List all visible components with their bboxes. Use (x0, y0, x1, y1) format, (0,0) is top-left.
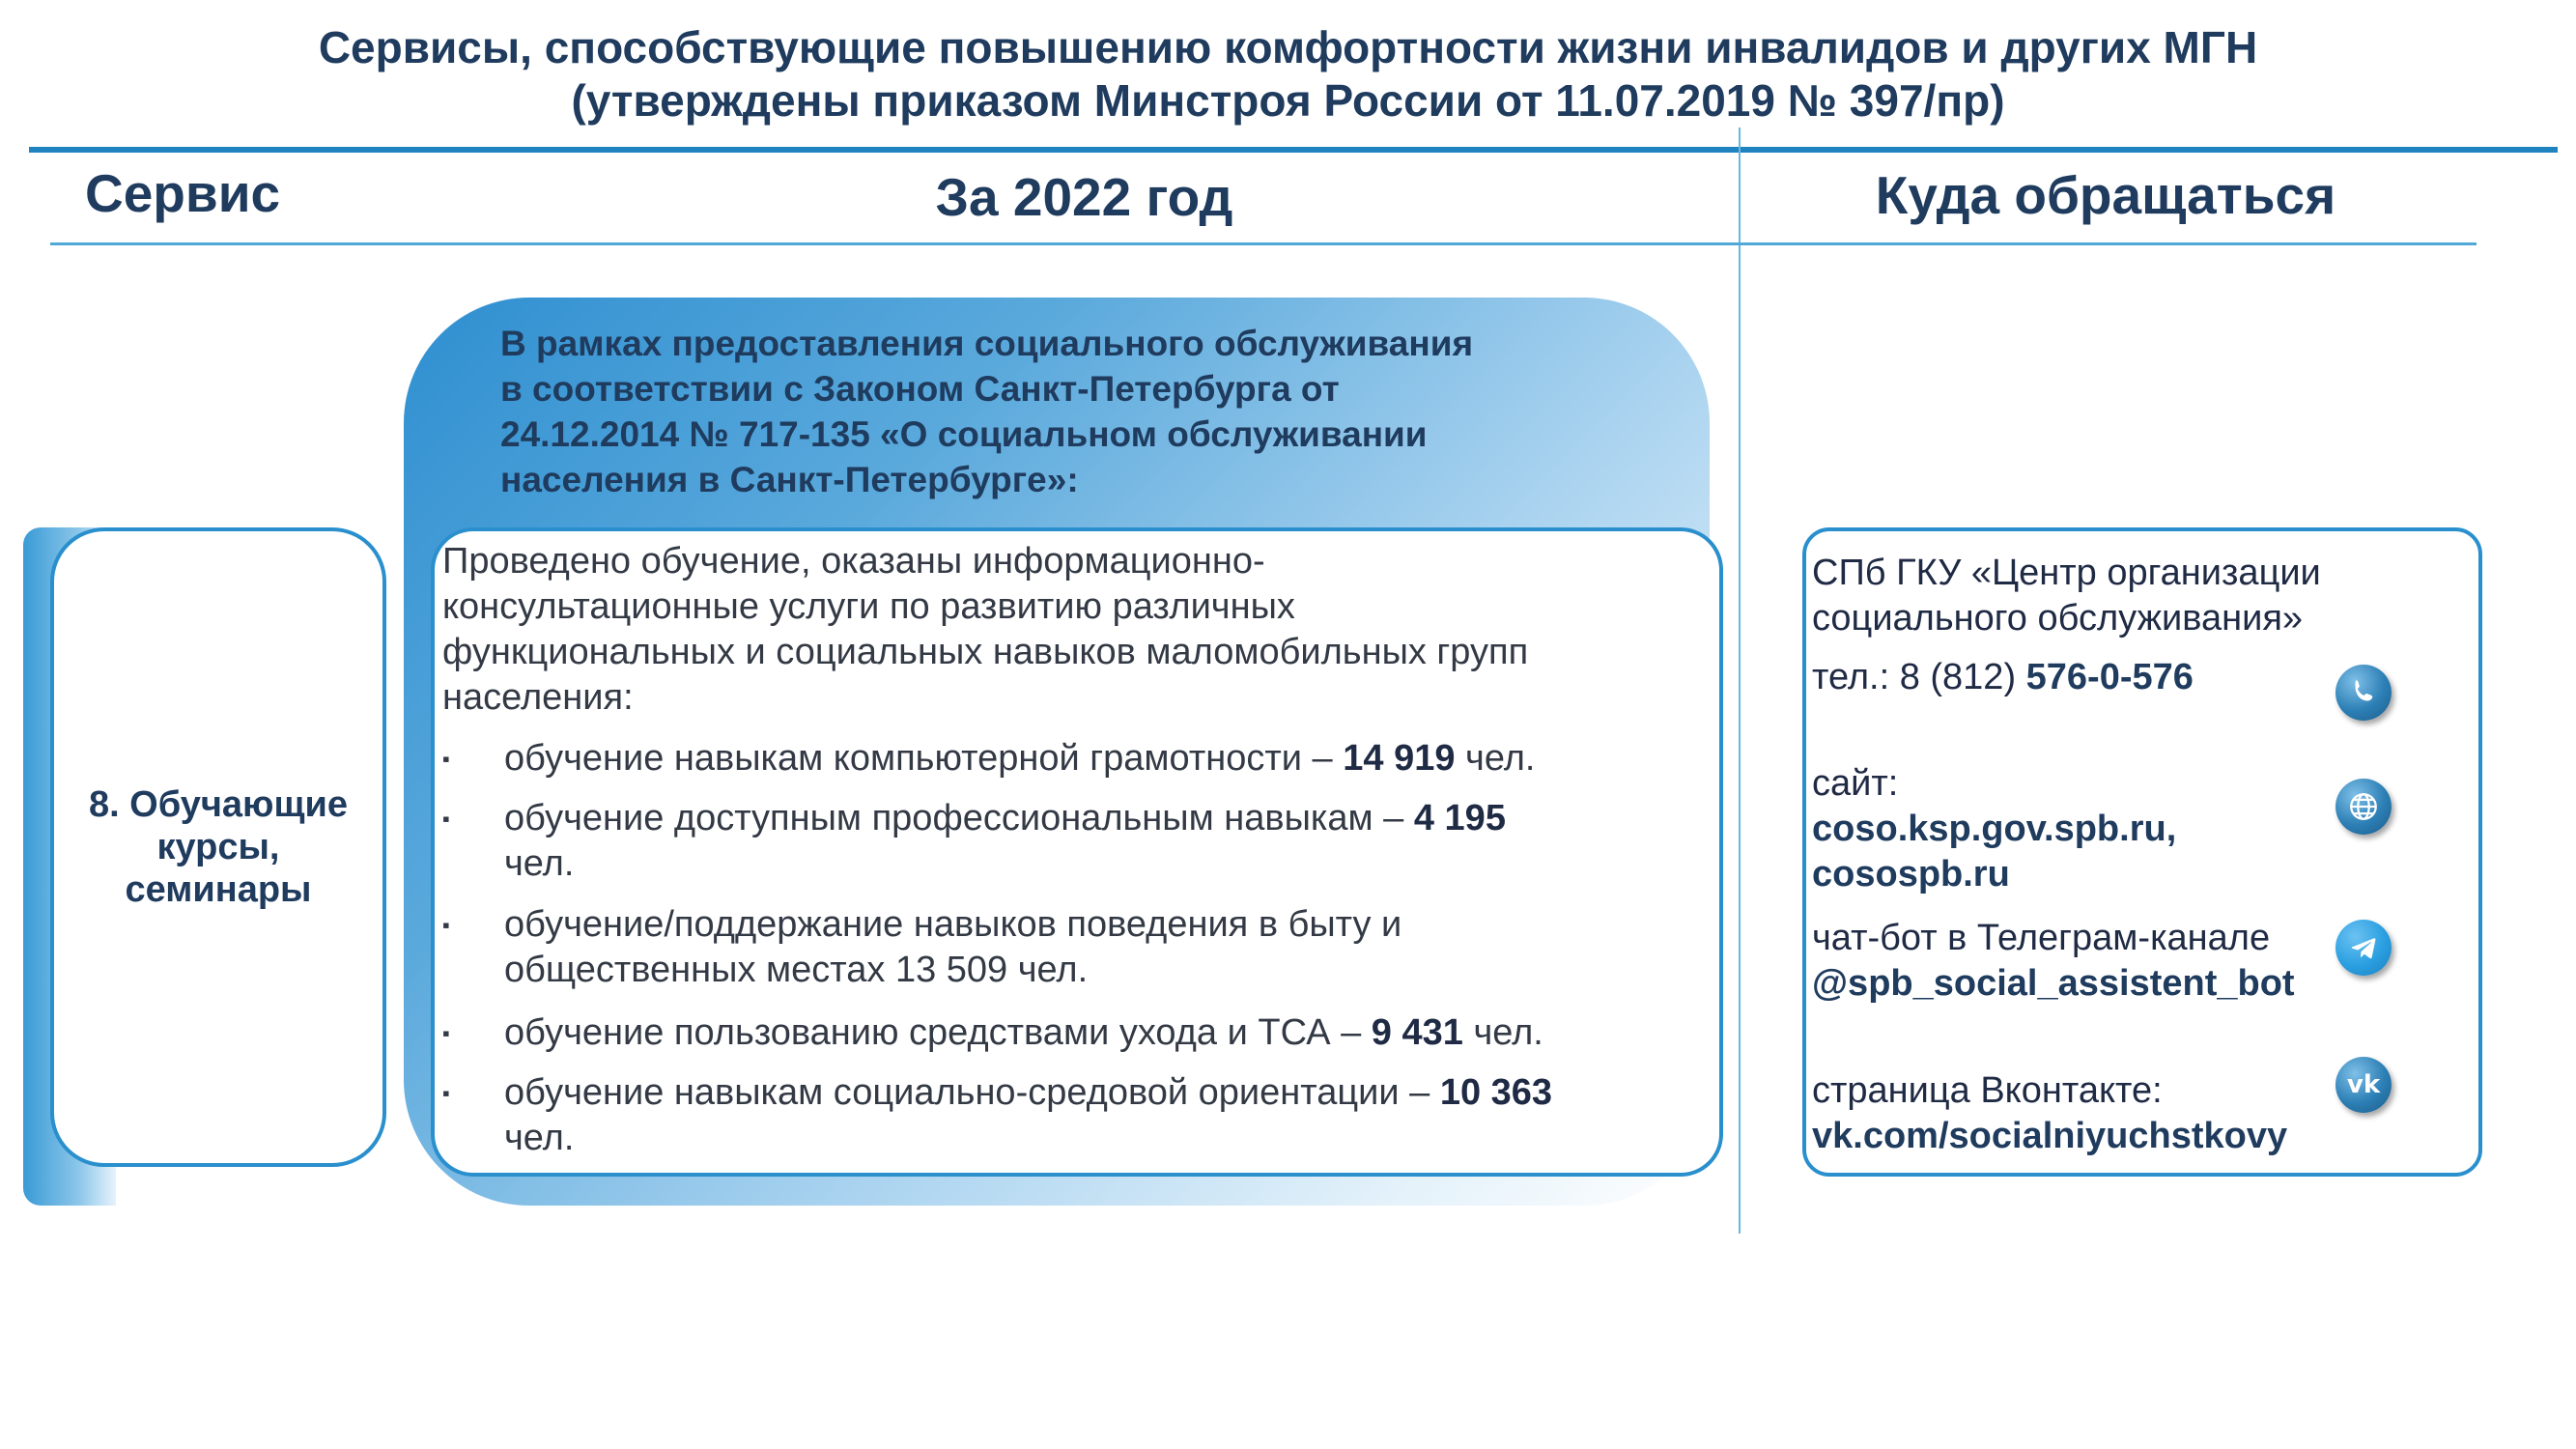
list-item-unit: чел. (1455, 738, 1536, 779)
column-header-service: Сервис (85, 163, 281, 223)
page-title (0, 21, 2576, 128)
title-line-2: (утверждены приказом Минстроя России от 11.07.2019 № 397/пр) (571, 75, 2005, 126)
column-header-where: Куда обращаться (1875, 165, 2336, 225)
list-item-text: обучение навыкам компьютерной грамотности – (504, 738, 1344, 779)
list-item (442, 1010, 1698, 1056)
contact-phone (1812, 655, 2194, 700)
list-item-continuation: общественных местах 13 509 чел. (504, 950, 1089, 990)
phone-icon (2335, 665, 2392, 721)
bullet-marker: ▪ (442, 1021, 450, 1045)
contact-organization-line: СПб ГКУ «Центр организации (1812, 553, 2321, 593)
results-heading (500, 321, 1621, 502)
contact-telegram-handle[interactable]: @spb_social_assistent_bot (1812, 963, 2295, 1004)
results-intro-line: Проведено обучение, оказаны информационно- (442, 541, 1265, 582)
contact-organization (1812, 551, 2321, 641)
contact-site-link[interactable]: coso.ksp.gov.spb.ru, (1812, 809, 2177, 849)
service-card (50, 527, 386, 1167)
results-intro-line: функциональных и социальных навыков маломобильных групп (442, 632, 1529, 672)
list-item-continuation: чел. (504, 1118, 575, 1158)
contact-telegram (1812, 916, 2295, 1007)
contact-phone-number[interactable]: 576-0-576 (2025, 657, 2194, 697)
list-item-unit: чел. (1462, 1012, 1543, 1053)
header-rule (29, 147, 2558, 153)
list-item-continuation: чел. (504, 843, 575, 884)
list-item-text: обучение доступным профессиональным навыкам – (504, 798, 1414, 838)
list-item-text: обучение/поддержание навыков поведения в быту и (504, 904, 1402, 945)
list-item (442, 796, 1698, 887)
service-label: 8. Обучающие курсы, семинары (88, 784, 349, 910)
results-heading-line: в соответствии с Законом Санкт-Петербурга от (500, 369, 1340, 409)
bullet-marker: ▪ (442, 1081, 450, 1105)
column-divider (1739, 128, 1741, 1234)
results-heading-line: населения в Санкт-Петербурге»: (500, 460, 1079, 499)
contact-vk-link[interactable]: vk.com/socialniyuchstkovy (1812, 1116, 2288, 1156)
bullet-marker: ▪ (442, 747, 450, 771)
list-item (442, 736, 1698, 781)
bullet-marker: ▪ (442, 807, 450, 831)
list-item-value: 9 431 (1371, 1012, 1463, 1053)
bullet-marker: ▪ (442, 913, 450, 937)
list-item (442, 902, 1698, 993)
results-heading-line: В рамках предоставления социального обслуживания (500, 324, 1474, 363)
list-item-value: 14 919 (1343, 738, 1456, 779)
results-intro-line: населения: (442, 677, 634, 718)
contact-telegram-label: чат-бот в Телеграм-канале (1812, 918, 2271, 958)
telegram-icon (2335, 920, 2392, 976)
list-item-value: 4 195 (1413, 798, 1506, 838)
contact-vk (1812, 1068, 2287, 1159)
contact-site-label: сайт: (1812, 763, 1899, 804)
results-heading-line: 24.12.2014 № 717-135 «О социальном обслуживании (500, 414, 1428, 454)
contact-organization-line: социального обслуживания» (1812, 598, 2304, 639)
list-item (442, 1070, 1698, 1161)
list-item-value: 10 363 (1439, 1072, 1553, 1113)
vk-icon: vk (2335, 1057, 2392, 1113)
contact-site-link[interactable]: cosospb.ru (1812, 854, 2010, 895)
list-item-text: обучение навыкам социально-средовой ориентации – (504, 1072, 1440, 1113)
results-intro-line: консультационные услуги по развитию различных (442, 586, 1295, 627)
contact-site (1812, 761, 2176, 897)
contact-phone-label: тел.: 8 (812) (1812, 657, 2026, 697)
contact-vk-label: страница Вконтакте: (1812, 1070, 2163, 1111)
column-header-year: За 2022 год (935, 167, 1233, 227)
globe-icon (2335, 779, 2392, 835)
title-line-1: Сервисы, способствующие повышению комфортности жизни инвалидов и других МГН (318, 22, 2258, 72)
columns-underline (50, 242, 2477, 245)
list-item-text: обучение пользованию средствами ухода и ТСА – (504, 1012, 1372, 1053)
results-intro (442, 539, 1698, 721)
